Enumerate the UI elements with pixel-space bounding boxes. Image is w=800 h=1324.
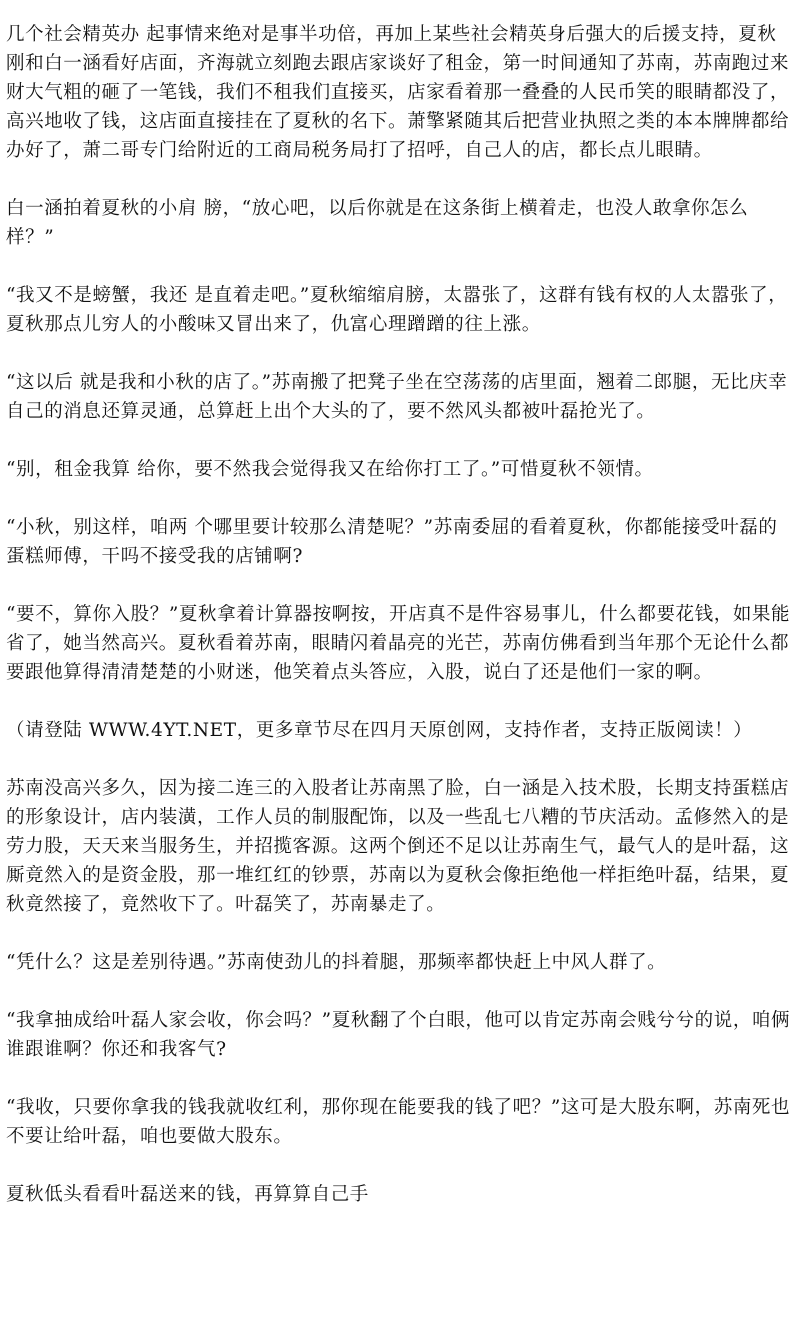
paragraph-12: “我收，只要你拿我的钱我就收红利，那你现在能要我的钱了吧？”这可是大股东啊，苏南死也不要让给叶磊，咱也要做大股东。: [6, 1097, 791, 1147]
paragraph-11: “我拿抽成给叶磊人家会收，你会吗？”夏秋翻了个白眼，他可以肯定苏南会贱兮兮的说，咱俩谁跟谁啊？你还和我客气?: [6, 1010, 791, 1060]
paragraph-2: 白一涵拍着夏秋的小肩 膀，“放心吧，以后你就是在这条街上横着走，也没人敢拿你怎么样？”: [6, 198, 749, 248]
paragraph-5: “别，租金我算 给你，要不然我会觉得我又在给你打工了。”可惜夏秋不领情。: [6, 459, 654, 480]
site-notice: （请登陆 WWW.4YT.NET，更多章节尽在四月天原创网，支持作者，支持正版阅读！）: [6, 720, 753, 741]
paragraph-9: 苏南没高兴多久，因为接二连三的入股者让苏南黑了脸，白一涵是入技术股，长期支持蛋糕店的形象设计，店内装潢，工作人员的制服配饰，以及一些乱七八糟的节庆活动。孟修然入的是劳力股，天天来当服务生，并招揽客源。这两个倒还不足以让苏南生气，最气人的是叶磊，这厮竟然入的是资金股，那一堆红红的钞票，苏南以为夏秋会像拒绝他一样拒绝叶磊，结果，夏秋竟然接了，竟然收下了。叶磊笑了，苏南暴走了。: [6, 778, 790, 915]
paragraph-4: “这以后 就是我和小秋的店了。”苏南搬了把凳子坐在空荡荡的店里面，翘着二郎腿，无比庆幸自己的消息还算灵通，总算赶上出个大头的了，要不然风头都被叶磊抢光了。: [6, 372, 788, 422]
paragraph-3: “我又不是螃蟹，我还 是直着走吧。”夏秋缩缩肩膀，太嚣张了，这群有钱有权的人太嚣张了，夏秋那点儿穷人的小酸味又冒出来了，仇富心理蹭蹭的往上涨。: [6, 285, 788, 335]
paragraph-1: 几个社会精英办 起事情来绝对是事半功倍，再加上某些社会精英身后强大的后援支持，夏秋刚和白一涵看好店面，齐海就立刻跑去跟店家谈好了租金，第一时间通知了苏南，苏南跑过来财大气粗的砸了一笔钱，我们不租我们直接买，店家看着那一叠叠的人民币笑的眼睛都没了，高兴地收了钱，这店面直接挂在了夏秋的名下。萧擎紧随其后把营业执照之类的本本牌牌都给办好了，萧二哥专门给附近的工商局税务局打了招呼，自己人的店，都长点儿眼睛。: [6, 24, 790, 161]
paragraph-10: “凭什么？这是差别待遇。”苏南使劲儿的抖着腿，那频率都快赶上中风人群了。: [6, 952, 667, 973]
paragraph-6: “小秋，别这样，咱两 个哪里要计较那么清楚呢？”苏南委屈的看着夏秋，你都能接受叶磊的蛋糕师傅，干吗不接受我的店铺啊?: [6, 517, 778, 567]
paragraph-13: 夏秋低头看看叶磊送来的钱，再算算自己手: [6, 1184, 369, 1205]
paragraph-7: “要不，算你入股？”夏秋拿着计算器按啊按，开店真不是件容易事儿，什么都要花钱，如果能省了，她当然高兴。夏秋看着苏南，眼睛闪着晶亮的光芒，苏南仿佛看到当年那个无论什么都要跟他算得清清楚楚的小财迷，他笑着点头答应，入股，说白了还是他们一家的啊。: [6, 604, 791, 683]
